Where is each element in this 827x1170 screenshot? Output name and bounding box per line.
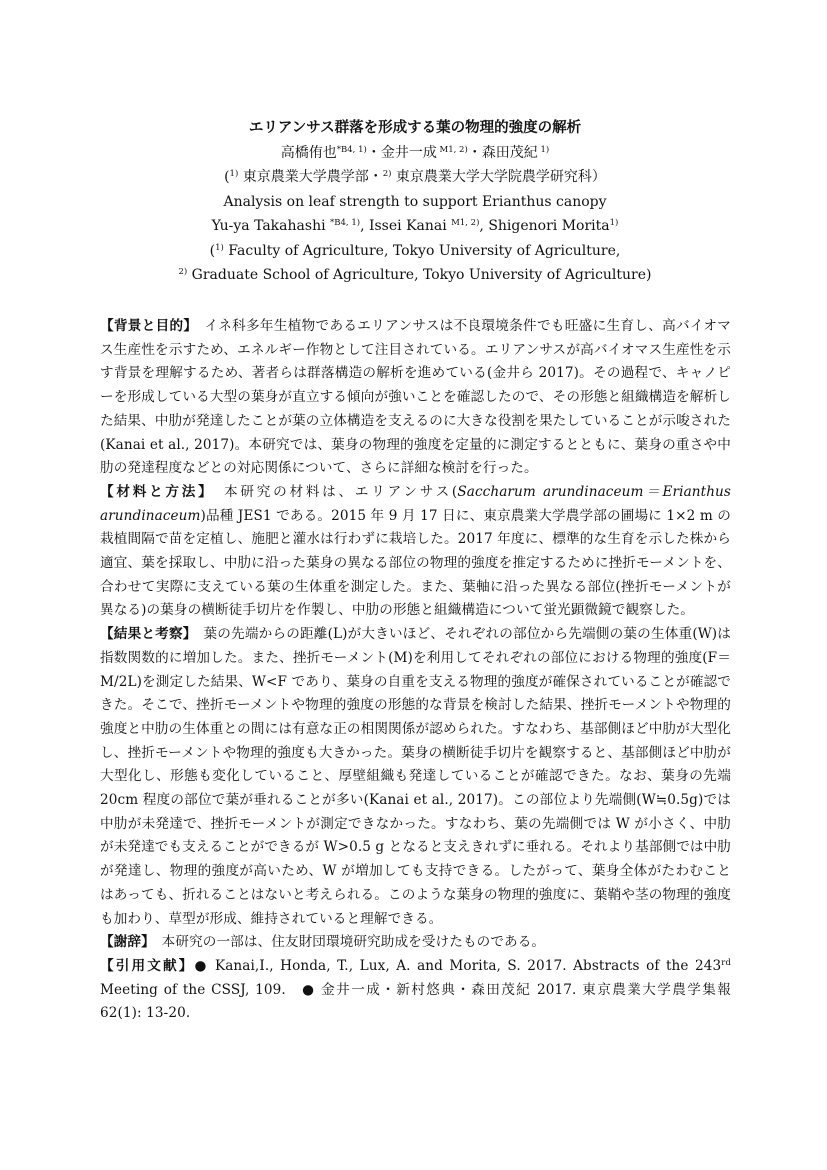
section-text-background: イネ科多年生植物であるエリアンサスは不良環境条件でも旺盛に生育し、高バイオマス生産性を示すため、エネルギー作物として注目されている。エリアンサスが高バイオマス生産性を示す背景を理解するため、著者らは群落構造の解析を進めている(金井ら 2017)。その過程で、キャノピーを形成している大型の葉身が直立する傾向が強いことを確認したので、その形態と組織構造を解析した結果、中肋が発達したことが葉の立体構造を支えるのに大きな役割を果たしていることが示唆された(Kanai et al., 2017)。本研究では、葉身の物理的強度を定量的に測定するとともに、葉身の重さや中肋の発達程度などとの対応関係について、さらに詳細な検討を行った。 xyxy=(100,318,732,477)
author-1-jp: 高橋侑也 xyxy=(280,144,337,161)
section-methods xyxy=(100,481,731,623)
section-text-acknowledgment: 本研究の一部は、住友財団環境研究助成を受けたものである。 xyxy=(147,934,546,951)
affil-en-2-text: Graduate School of Agriculture, Tokyo University of Agriculture) xyxy=(187,267,652,283)
author-2-jp-affil: M1, 2) xyxy=(436,144,468,155)
affil-1-mark: 1) xyxy=(229,169,239,179)
author-2-en-affil: M1, 2) xyxy=(451,218,480,228)
author-separator: ・ xyxy=(366,144,381,161)
title-japanese: エリアンサス群落を形成する葉の物理的強度の解析 xyxy=(248,119,582,136)
affil-2-jp: 東京農業大学大学院農学研究科） xyxy=(391,169,606,185)
author-2-en: , Issei Kanai xyxy=(360,218,452,234)
section-heading-results: 【結果と考察】 xyxy=(100,626,190,643)
author-separator: ・ xyxy=(467,144,482,161)
affiliation-english-2 xyxy=(100,263,730,288)
affil-2-mark: 2) xyxy=(382,169,392,179)
section-text-methods-a: 本研究の材料は、エリアンサス( xyxy=(207,483,458,500)
authors-japanese xyxy=(100,141,730,166)
affiliations-japanese xyxy=(100,165,730,190)
author-3-en-affil: 1) xyxy=(609,218,619,228)
section-background xyxy=(100,315,731,481)
author-3-jp-affil: 1) xyxy=(537,144,550,155)
author-1-jp-affil: *B4, 1) xyxy=(336,144,367,155)
affil-open-paren: ( xyxy=(224,169,230,185)
reference-1-a: ● Kanai,I., Honda, T., Lux, A. and Morita, S. 2017. Abstracts of the 243 xyxy=(194,957,722,974)
section-heading-background: 【背景と目的】 xyxy=(100,318,191,334)
reference-1-b: Meeting of the CSSJ, 109. ● 金井一成・新村悠典・森田茂紀 2017. 東京農業大学農学集報 62(1): 13-20. xyxy=(100,981,731,1022)
section-heading-methods: 【材料と方法】 xyxy=(100,483,208,500)
section-text-methods-b: )品種 JES1 である。2015 年 9 月 17 日に、東京農業大学農学部の圃場に 1×2 m の栽植間隔で苗を定植し、施肥と灌水は行わずに栽培した。2017 年度に、標準的な生育を示した株から適宜、葉を採取し、中肋に沿った葉身の異なる部位の物理的強度を推定するために挫折モーメントを、合わせて実際に支えている葉の生体重を測定した。また、葉軸に沿った異なる部位(挫折モーメントが異なる)の葉身の横断徒手切片を作製し、中肋の形態と組織構造について蛍光顕微鏡で観察した。 xyxy=(100,507,731,619)
affil-en-1-mark: 1) xyxy=(215,242,224,253)
section-heading-acknowledgment: 【謝辞】 xyxy=(100,934,148,951)
scientific-name: Saccharum arundinaceum＝Erianthus arundinaceum xyxy=(100,483,731,524)
section-references xyxy=(100,955,731,1026)
section-heading-references: 【引用文献】 xyxy=(100,957,195,974)
section-acknowledgment xyxy=(100,931,731,955)
affil-en-open-paren: ( xyxy=(209,242,216,259)
title-english: Analysis on leaf strength to support Erianthus canopy xyxy=(223,193,607,210)
affil-en-1-text: Faculty of Agriculture, Tokyo University of Agriculture, xyxy=(223,242,621,259)
author-1-en-affil: *B4, 1) xyxy=(330,218,361,228)
author-2-jp: 金井一成 xyxy=(380,144,437,161)
section-results xyxy=(100,623,731,931)
paper-body xyxy=(100,315,731,1026)
paper-header xyxy=(100,116,730,288)
authors-english xyxy=(100,214,730,239)
affiliation-english-1 xyxy=(100,239,730,264)
affil-1-jp: 東京農業大学農学部・ xyxy=(238,169,383,185)
affil-en-2-mark: 2) xyxy=(178,267,188,277)
section-text-results: 葉の先端からの距離(L)が大きいほど、それぞれの部位から先端側の葉の生体重(W)は指数関数的に増加した。また、挫折モーメント(M)を利用してそれぞれの部位における物理的強度(F＝M/2L)を測定した結果、W<F であり、葉身の自重を支える物理的強度が確保されていることが確認できた。そこで、挫折モーメントや物理的強度の形態的な背景を検討した結果、挫折モーメントや物理的強度と中肋の生体重との間には有意な正の相関関係が認められた。すなわち、基部側ほど中肋が大型化し、挫折モーメントや物理的強度も大きかった。葉身の横断徒手切片を観察すると、基部側ほど中肋が大型化し、形態も変化していること、厚壁組織も発達していることが確認できた。なお、葉身の先端 20cm 程度の部位で葉が垂れることが多い(Kanai et al., 2017)。この部位より先端側(W≒0.5g)では中肋が未発達で、挫折モーメントが測定できなかった。すなわち、葉の先端側では W が小さく、中肋が未発達でも支えることができるが W>0.5 g となると支えきれずに垂れる。それより基部側では中肋が発達し、物理的強度が高いため、W が増加しても支持できる。したがって、葉身全体がたわむことはあっても、折れることはないと考えられる。このような葉身の物理的強度に、葉鞘や茎の物理的強度も加わり、草型が形成、維持されていると理解できる。 xyxy=(100,626,731,927)
reference-1-sup: rd xyxy=(721,957,731,968)
author-3-en: , Shigenori Morita xyxy=(479,218,610,234)
author-3-jp: 森田茂紀 xyxy=(481,144,538,161)
author-1-en: Yu-ya Takahashi xyxy=(211,218,331,234)
